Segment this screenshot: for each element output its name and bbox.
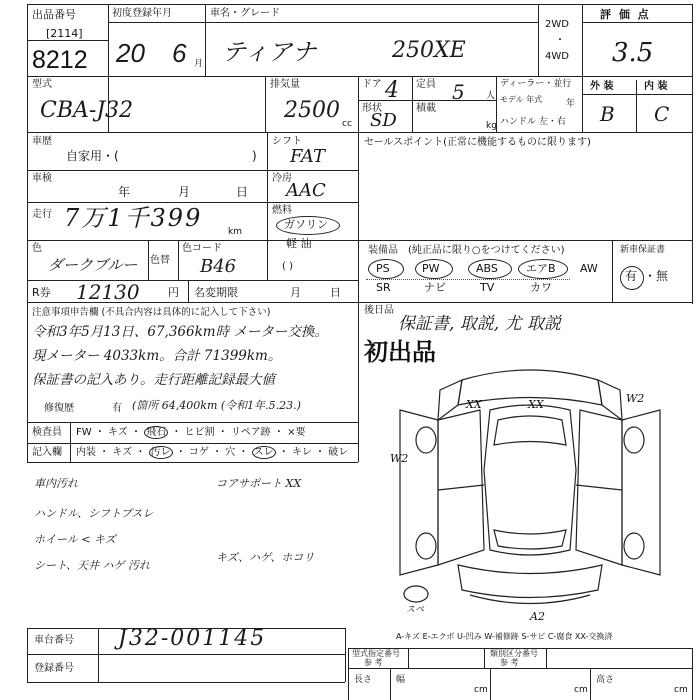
frame-left <box>27 4 28 422</box>
diagram-windshield <box>494 416 566 445</box>
equip-sr: SR <box>376 281 391 294</box>
inspector-item: ×要 <box>287 427 306 438</box>
equip-airbag: エアB <box>526 262 556 275</box>
equip-aw: AW <box>580 262 598 275</box>
fuel-gasoline: ガソリン <box>284 218 328 231</box>
col-line <box>408 648 409 668</box>
col-line <box>412 76 413 132</box>
damage-legend: A-キズ E-エクボ U-凹み W-補修跡 S-サビ C-腐食 XX-交換済 <box>396 632 613 641</box>
col-line <box>358 302 359 422</box>
col-line <box>546 648 547 668</box>
score-label: 評 価 点 <box>600 8 651 21</box>
inspector-item: 破レ <box>328 447 349 458</box>
col-line <box>178 240 179 280</box>
inspector-item: ヒビ割 <box>184 427 215 438</box>
rear-items-label: 後日品 <box>364 305 394 316</box>
row-line <box>582 22 692 23</box>
recycle-label: R券 <box>32 286 51 299</box>
diagram-mark: W2 <box>390 452 409 465</box>
door-value: 4 <box>385 78 399 103</box>
repair-label: 修復歴 <box>44 403 74 414</box>
notes-line-2: 現メーター 4033km。合計 71399km。 <box>32 348 282 364</box>
persons-unit: 人 <box>486 91 496 101</box>
interior-grade: C <box>654 102 670 126</box>
interior-label: 内 装 <box>644 81 668 92</box>
col-line <box>348 648 349 700</box>
reg-month: 6 <box>172 38 187 68</box>
inspector-item: 内装 <box>76 447 96 458</box>
equip-leather: カワ <box>530 281 552 294</box>
diagram-wheel <box>624 427 644 453</box>
notes-line-3: 保証書の記入あり。走行距離記録最大値 <box>32 372 275 388</box>
row-line <box>27 422 358 423</box>
inspector-item: キズ <box>108 427 128 438</box>
aircon-label: 冷房 <box>272 173 292 184</box>
seats-value: 5 <box>452 80 465 104</box>
shift-label: シフト <box>272 136 302 147</box>
ref-2: 参 考 <box>500 658 519 667</box>
diagram-mark: XX <box>466 398 482 411</box>
equip-navi: ナビ <box>424 281 446 294</box>
length-cm: cm <box>474 685 488 695</box>
color-change-label: 色替 <box>150 255 170 266</box>
kg-unit: kg <box>486 121 497 131</box>
lot-label: 出品番号 <box>32 8 76 21</box>
history-value: 自家用・( <box>66 149 119 163</box>
inspector-item: キレ <box>291 447 312 458</box>
row-line <box>27 202 358 203</box>
diagram-front-right <box>598 380 622 420</box>
color-code-value: B46 <box>200 256 237 277</box>
frame-top <box>27 4 692 5</box>
car-diagram <box>380 350 680 622</box>
type-value: CBA-J32 <box>40 98 134 123</box>
col-line <box>27 422 28 462</box>
notes-line-1: 令和3年5月13日、67,366km時 メーター交換。 <box>32 324 328 340</box>
rear-items-value: 保証書, 取説, 尤 取説 <box>398 314 562 334</box>
col-line <box>358 132 359 302</box>
frame-right <box>692 4 693 304</box>
inspector-item: FW <box>76 427 92 438</box>
inspector-row-1: FW ・ キズ ・ 飛石 ・ ヒビ割 ・ リペア跡 ・ ×要 <box>76 427 306 438</box>
row-line <box>27 654 345 655</box>
load-label: 積載 <box>416 103 436 114</box>
shape-value: SD <box>370 110 397 131</box>
col-line <box>27 628 28 682</box>
row-line <box>27 76 692 77</box>
diagram-outer-left <box>400 410 438 575</box>
mileage-value: 7万1千399 <box>64 204 203 232</box>
col-line <box>590 668 591 700</box>
inspection-day: 日 <box>236 185 249 199</box>
reg-label: 初度登録年月 <box>112 8 172 19</box>
diagram-mark: A2 <box>530 610 545 622</box>
km-unit: km <box>228 227 242 237</box>
recycle-value: 12130 <box>76 280 140 304</box>
cc-unit: cc <box>342 119 352 129</box>
divider <box>366 279 570 280</box>
equip-abs: ABS <box>476 262 498 275</box>
col-line <box>582 4 583 132</box>
diagram-trunk <box>458 565 602 598</box>
diagram-mark: スペ <box>406 605 425 615</box>
equipment-note: (純正品に限り○をつけてください) <box>408 245 565 256</box>
repair-value: 有 <box>112 403 122 414</box>
ref-1: 参 考 <box>364 658 383 667</box>
length-label: 長さ <box>354 675 373 685</box>
inspector-row-2: 内装 ・ キズ ・ 汚レ ・ コゲ ・ 穴 ・ スレ ・ キレ ・ 破レ <box>76 447 349 458</box>
cat-label: 類別区分番号 <box>490 649 538 658</box>
score-value: 3.5 <box>612 38 654 68</box>
reg-no-label: 登録番号 <box>34 663 74 674</box>
color-value: ダークブルー <box>48 256 138 274</box>
col-line <box>70 422 71 462</box>
row-line <box>27 682 345 683</box>
col-line <box>148 240 149 280</box>
row-line <box>582 94 692 95</box>
width-label: 幅 <box>396 675 406 685</box>
notes-label: 注意事項申告欄 (不具合内容は具体的に記入して下さい) <box>32 307 271 318</box>
drive-4wd: 4WD <box>545 51 569 62</box>
door-label: ドア <box>362 79 382 90</box>
diagram-mark: XX <box>528 398 544 411</box>
mileage-label: 走行 <box>32 209 52 220</box>
inspector-item: スレ <box>253 447 274 458</box>
fuel-paren: ( ) <box>282 261 293 272</box>
diagram-door-line <box>438 485 484 490</box>
history-label: 車歴 <box>32 136 52 147</box>
height-cm: cm <box>674 685 688 695</box>
col-line <box>692 648 693 700</box>
diagram-door-line <box>576 485 622 490</box>
seats-label: 定員 <box>416 79 436 90</box>
exterior-label: 外 装 <box>590 81 614 92</box>
row-line <box>358 100 496 101</box>
first-listing: 初出品 <box>364 337 436 366</box>
warranty-label: 新車保証書 <box>620 245 666 255</box>
name-change-month: 月 <box>290 286 301 299</box>
lot-sub: [2114] <box>46 27 83 40</box>
diagram-rear-bumper <box>470 595 590 604</box>
displacement-value: 2500 <box>284 98 340 123</box>
row-line <box>108 22 538 23</box>
month-unit: 月 <box>194 59 204 69</box>
remark: ホイール < キズ <box>34 533 116 546</box>
remark: コアサポート XX <box>216 477 302 490</box>
inspection-month: 月 <box>178 185 191 199</box>
diagram-outer-right <box>622 410 660 575</box>
repair-detail: (箇所 64,400km (令和1年.5.23.) <box>132 399 301 412</box>
drive-dot: ・ <box>555 35 565 46</box>
col-line <box>267 132 268 280</box>
col-line <box>612 240 613 302</box>
col-line <box>636 80 637 132</box>
color-label: 色 <box>32 243 42 254</box>
equip-tv: TV <box>480 281 495 294</box>
color-code-label: 色コード <box>182 243 222 254</box>
row-line <box>348 668 692 669</box>
width-cm: cm <box>574 685 588 695</box>
aircon-value: AAC <box>286 180 326 201</box>
drive-2wd: 2WD <box>545 19 569 30</box>
type-label: 型式 <box>32 79 52 90</box>
col-line <box>98 628 99 682</box>
dealer-label: ディーラー・並行 <box>500 79 572 89</box>
inspector-item: リペア跡 <box>230 427 271 438</box>
name-change-day: 日 <box>330 286 341 299</box>
col-line <box>345 628 346 682</box>
col-line <box>390 668 391 700</box>
height-label: 高さ <box>596 675 615 685</box>
selling-points-label: セールスポイント(正常に機能するものに限ります) <box>364 137 591 148</box>
diagram-roof <box>484 405 576 555</box>
warranty-no: ・無 <box>644 269 669 283</box>
col-line <box>484 648 485 668</box>
inspection-label: 車検 <box>32 173 52 184</box>
grade: 250XE <box>392 38 466 63</box>
col-line <box>490 668 491 700</box>
history-close: ) <box>252 149 257 163</box>
equip-ps: PS <box>376 262 390 275</box>
reg-year: 20 <box>116 38 145 68</box>
inspector-item: キズ <box>112 447 133 458</box>
model-label: 車名・グレード <box>210 8 280 19</box>
col-line <box>265 76 266 132</box>
diagram-wheel <box>416 427 436 453</box>
diagram-spare-wheel <box>404 586 428 602</box>
remark: 車内汚れ <box>34 477 78 490</box>
remark: シート、天井 ハゲ 汚れ <box>34 559 151 572</box>
equip-pw: PW <box>422 262 440 275</box>
diagram-rear-window <box>494 530 566 549</box>
chassis-label: 車台番号 <box>34 635 74 646</box>
diagram-wheel <box>624 533 644 559</box>
row-line <box>27 40 108 41</box>
remark: キズ、ハゲ、ホコリ <box>216 551 315 564</box>
inspector-label-1: 検査員 <box>32 427 62 438</box>
exterior-grade: B <box>600 102 615 126</box>
col-line <box>358 76 359 132</box>
row-line <box>27 443 358 444</box>
name-change-label: 名変期限 <box>194 286 238 299</box>
diagram-front-left <box>438 380 462 420</box>
year-unit: 年 <box>566 99 576 109</box>
row-line <box>27 170 358 171</box>
col-line <box>205 4 206 76</box>
diagram-wheel <box>416 533 436 559</box>
inspector-item: 穴 <box>225 447 236 458</box>
fuel-label: 燃料 <box>272 205 292 216</box>
fuel-diesel: 軽 油 <box>286 237 312 250</box>
displacement-label: 排気量 <box>270 79 300 90</box>
inspection-year: 年 <box>118 185 131 199</box>
diagram-mark: W2 <box>626 392 645 405</box>
equipment-label: 装備品 <box>368 245 398 256</box>
lot-number: 8212 <box>32 46 88 74</box>
model-cert-label: 型式指定番号 <box>352 649 400 658</box>
shape-label: 形状 <box>362 103 382 114</box>
model-name: ティアナ <box>222 38 317 66</box>
warranty-yes: 有 <box>625 269 638 283</box>
row-line <box>27 462 358 463</box>
chassis-value: J32-001145 <box>118 626 267 651</box>
inspector-label-2: 記入欄 <box>32 447 62 458</box>
inspector-item: コゲ <box>188 447 209 458</box>
model-year-label: モデル 年式 <box>500 95 543 104</box>
handle-label: ハンドル 左・右 <box>500 117 566 127</box>
row-line <box>27 132 692 133</box>
row-line <box>358 240 692 241</box>
inspector-item: 飛石 <box>146 427 167 438</box>
col-line <box>358 422 359 462</box>
recycle-yen: 円 <box>168 286 179 299</box>
col-line <box>538 4 539 76</box>
shift-value: FAT <box>290 146 325 167</box>
remark: ハンドル、シフトブスレ <box>34 507 154 520</box>
inspector-item: 汚レ <box>150 447 171 458</box>
col-line <box>188 280 189 302</box>
